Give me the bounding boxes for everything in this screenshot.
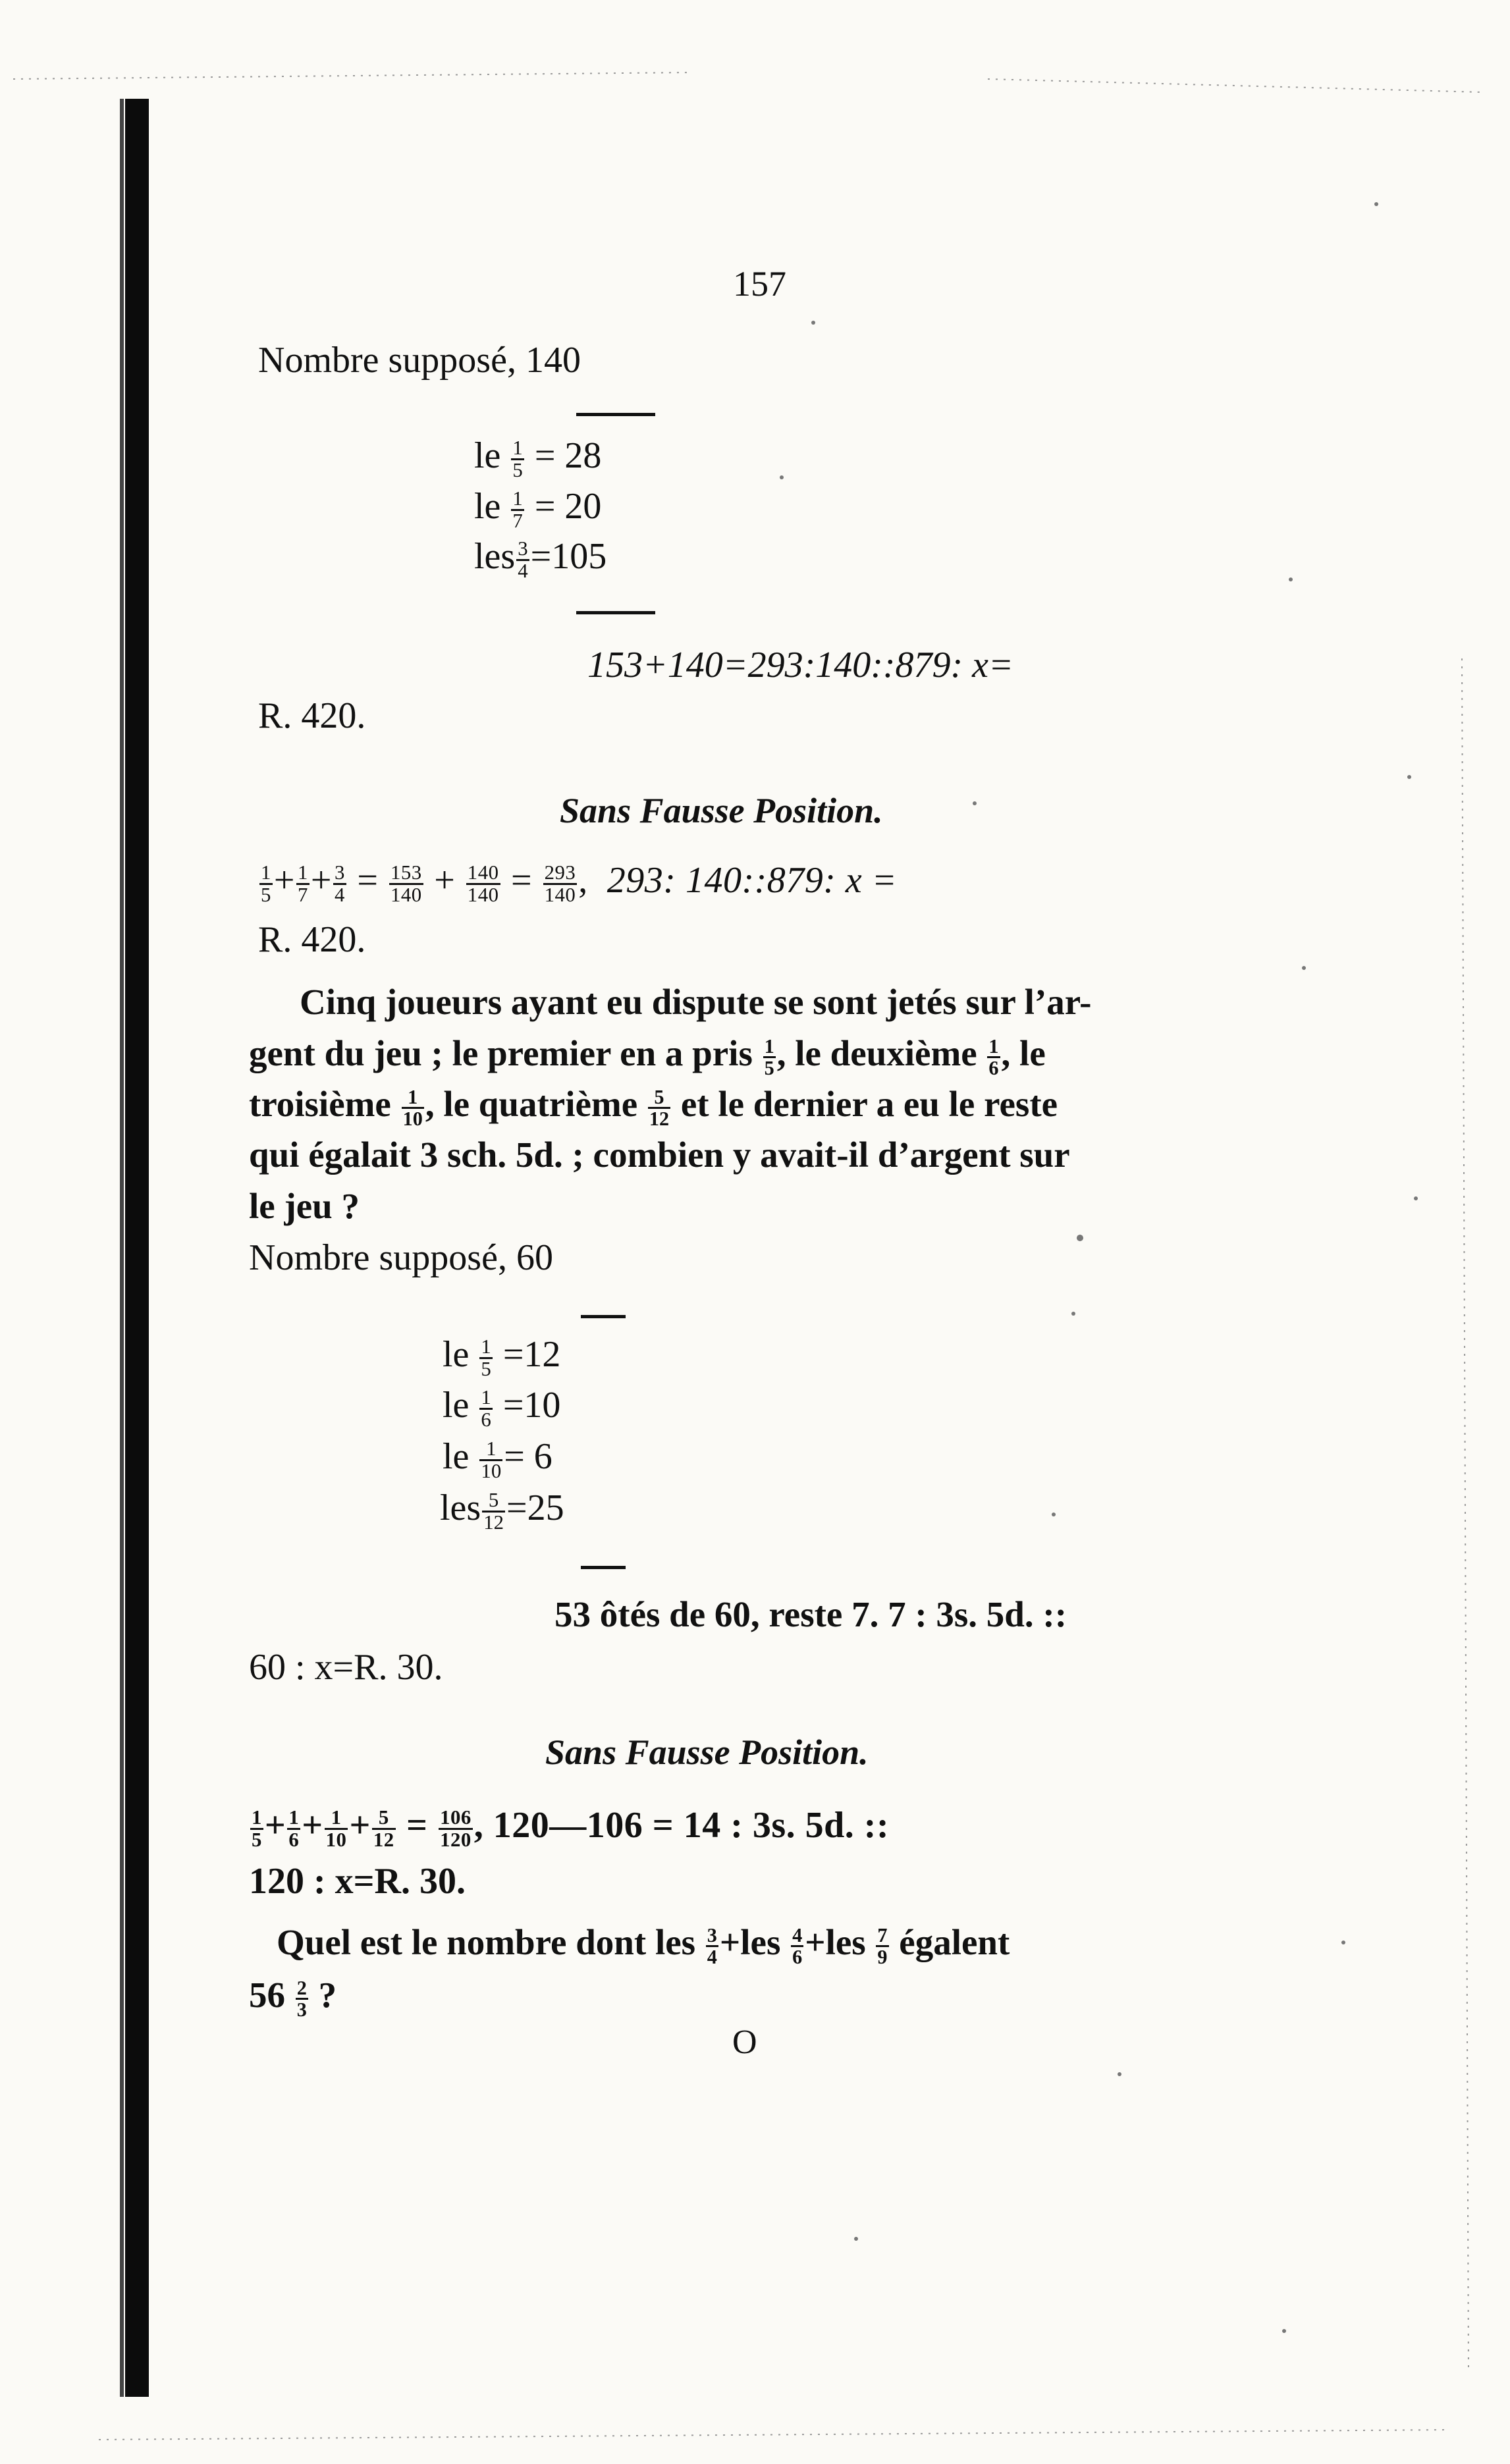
section-heading: Sans Fausse Position. bbox=[545, 1732, 869, 1772]
partition-row: le $\frac{1}{5}$ =12 bbox=[443, 1334, 561, 1380]
problem-line: Cinq joueurs ayant eu dispute se sont jetés sur l’ar- bbox=[300, 982, 1092, 1022]
result-2: 60 : x=R. 30. bbox=[249, 1647, 443, 1688]
fraction-equation: $\frac{1}{5}$ + $\frac{1}{6}$ + $\frac{1}{10}$ + $\frac{5}{12}$ = $\frac{106}{120}$ , 120—106 = 14 : 3s. 5d. :: bbox=[252, 1805, 890, 1851]
partition-row: le $\frac{1}{7}$ = 20 bbox=[474, 486, 602, 532]
rule bbox=[576, 611, 655, 614]
supposed-number-2: Nombre supposé, 60 bbox=[249, 1237, 553, 1278]
page-number: 157 bbox=[733, 264, 786, 304]
partition-row: les $\frac{3}{4}$ =105 bbox=[474, 536, 607, 582]
rule bbox=[581, 1566, 626, 1569]
rule bbox=[576, 413, 655, 416]
question-line: Quel est le nombre dont les $\frac{3}{4}$ +les $\frac{4}{6}$ +les $\frac{7}{9}$ égalent bbox=[277, 1922, 1010, 1968]
result-sfp-1: R. 420. bbox=[258, 919, 366, 960]
partition-row: le $\frac{1}{10}$ = 6 bbox=[443, 1436, 553, 1482]
partition-row: les $\frac{5}{12}$ =25 bbox=[440, 1487, 564, 1534]
partition-row: le $\frac{1}{5}$ = 28 bbox=[474, 435, 602, 481]
supposed-number-1: Nombre supposé, 140 bbox=[258, 340, 581, 381]
partition-row: le $\frac{1}{6}$ =10 bbox=[443, 1385, 561, 1431]
problem-line: qui égalait 3 sch. 5d. ; combien y avait-il d’argent sur bbox=[249, 1135, 1070, 1175]
problem-line: le jeu ? bbox=[249, 1186, 360, 1226]
problem-line: gent du jeu ; le premier en a pris $\frac{1}{5}$ , le deuxième $\frac{1}{6}$ , le bbox=[249, 1033, 1046, 1079]
problem-line: troisième $\frac{1}{10}$ , le quatrième $\frac{5}{12}$ et le dernier a eu le reste bbox=[249, 1084, 1058, 1130]
result-1: R. 420. bbox=[258, 695, 366, 736]
signature-mark: O bbox=[732, 2023, 757, 2061]
result-sfp-2: 120 : x=R. 30. bbox=[249, 1861, 466, 1902]
fraction-equation: $\frac{1}{5}$ + $\frac{1}{7}$ + $\frac{3}{4}$ = $\frac{153}{140}$ + $\frac{140}{140}$ = $\frac{293}{140}$ , 293: 140::879: x = bbox=[261, 860, 898, 906]
question-line: 56 $\frac{2}{3}$ ? bbox=[249, 1975, 337, 2021]
calculation-line: 153+140=293:140::879: x= bbox=[587, 645, 1013, 685]
rule bbox=[581, 1315, 626, 1318]
calculation-line: 53 ôtés de 60, reste 7. 7 : 3s. 5d. :: bbox=[554, 1594, 1067, 1634]
section-heading: Sans Fausse Position. bbox=[560, 791, 883, 830]
